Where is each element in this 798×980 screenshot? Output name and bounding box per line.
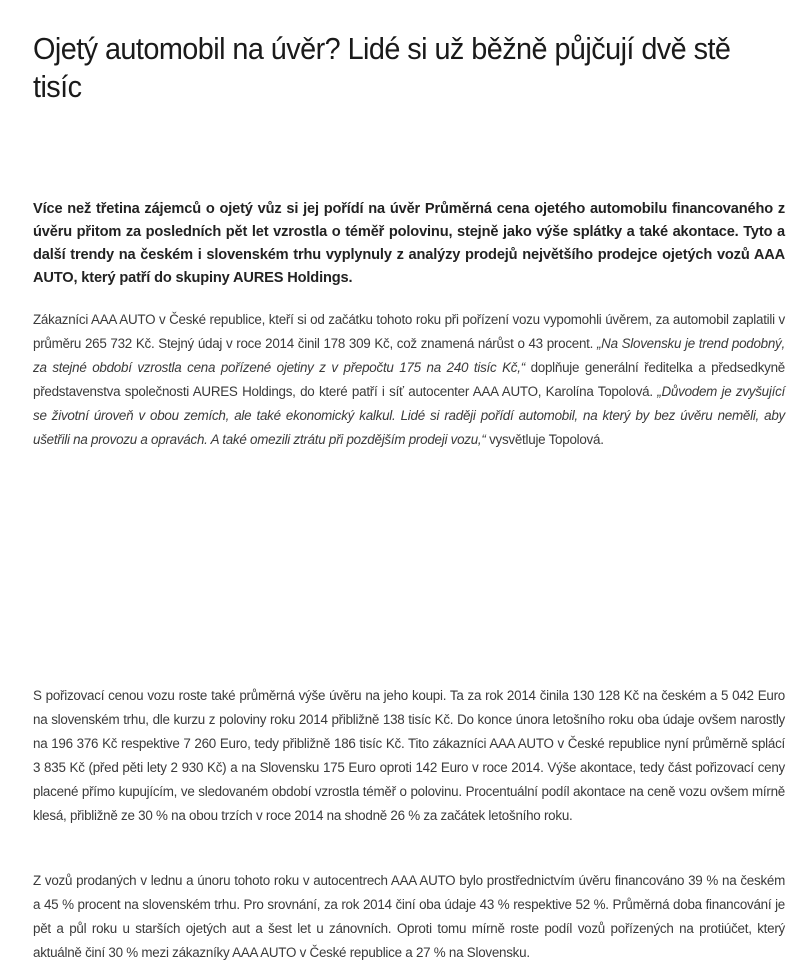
paragraph-1-text-c: vysvětluje Topolová. (485, 432, 604, 447)
article-paragraph-3: Z vozů prodaných v lednu a únoru tohoto roku v autocentrech AAA AUTO bylo prostřednictvím úvěru financováno 39 % na českém a 45 % procent na slovenském trhu. Pro srovnání, za rok 2014 činí oba údaje 43 % respektive 52 %. Průměrná doba financování je pět a půl roku u starších ojetých aut a šest let u zánovních. Oproti tomu mírně roste podíl vozů pořízených na protiúčet, který aktuálně činí 30 % mezi zákazníky AAA AUTO v České republice a 27 % na Slovensku. (33, 873, 785, 960)
quote-slovakia-trend: „Na Slovensku je trend podobný, za stejné období vzrostla cena pořízené ojetiny z v přepočtu 175 na 240 tisíc Kč,“ (33, 336, 785, 375)
paragraph-1-text-a: Zákazníci AAA AUTO v České republice, kteří si od začátku tohoto roku při pořízení vozu vypomohli úvěrem, za automobil zaplatili v průměru 265 732 Kč. Stejný údaj v roce 2014 činil 178 309 Kč, což znamená nárůst o 43 procent. (33, 312, 785, 351)
article-lead: Více než třetina zájemců o ojetý vůz si jej pořídí na úvěr Průměrná cena ojetého automobilu financovaného z úvěru přitom za posledních pět let vzrostla o téměř polovinu, stejně jako výše splátky a také akontace. Tyto a další trendy na českém i slovenském trhu vyplynuly z analýzy prodejů největšího prodejce ojetých vozů AAA AUTO, který patří do skupiny AURES Holdings. (33, 201, 785, 286)
quote-topolova-reason: „Důvodem je zvyšující se životní úroveň v obou zemích, ale také ekonomický kalkul. Lidé si raději pořídí automobil, na který by bez úvěru neměli, aby ušetřili na provozu a opravách. A také omezili ztrátu při pozdějším prodeji vozu,“ (33, 384, 785, 447)
paragraph-1-text-b: doplňuje generální ředitelka a předsedkyně představenstva společnosti AURES Holdings, do které patří i síť autocenter AAA AUTO, Karolína Topolová. (33, 360, 785, 399)
article-paragraph-1 (33, 308, 785, 452)
article-paragraph-2: S pořizovací cenou vozu roste také průměrná výše úvěru na jeho koupi. Ta za rok 2014 činila 130 128 Kč na českém a 5 042 Euro na slovenském trhu, dle kurzu z poloviny roku 2014 přibližně 138 tisíc Kč. Do konce února letošního roku oba údaje ovšem narostly na 196 376 Kč respektive 7 260 Euro, tedy přibližně 186 tisíc Kč. Tito zákazníci AAA AUTO v České republice nyní průměrně splácí 3 835 Kč (před pěti lety 2 930 Kč) a na Slovensku 175 Euro oproti 142 Euro v roce 2014. Výše akontace, tedy část pořizovací ceny placené přímo kupujícím, ve sledovaném období vzrostla téměř o polovinu. Procentuální podíl akontace na ceně vozu ovšem mírně klesá, přibližně ze 30 % na obou trzích v roce 2014 na shodně 26 % za začátek letošního roku. (33, 688, 785, 823)
article-headline: Ojetý automobil na úvěr? Lidé si už běžně půjčují dvě stě tisíc (33, 31, 731, 104)
